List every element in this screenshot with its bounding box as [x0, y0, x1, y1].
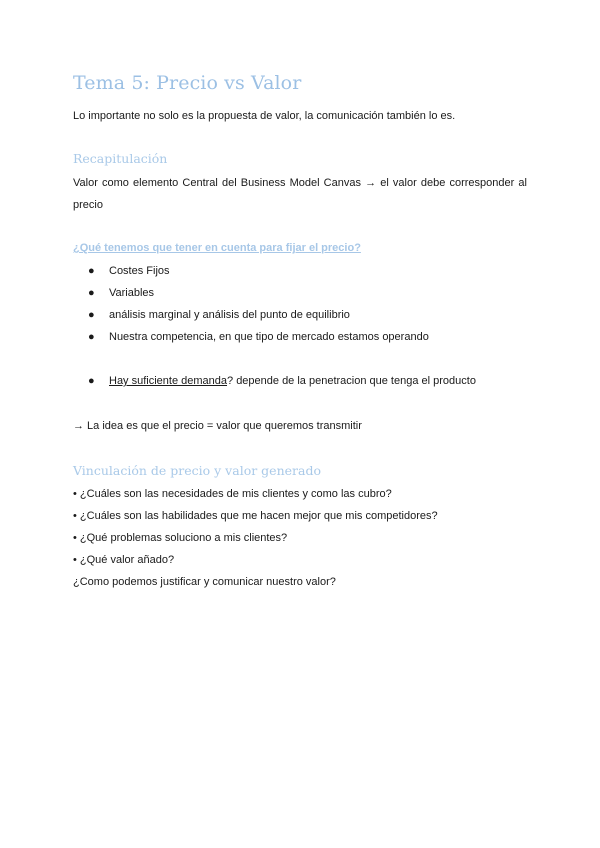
demand-text: ? depende de la penetracion que tenga el producto — [227, 375, 476, 387]
bullet-icon: ● — [88, 287, 95, 299]
list-item: • ¿Cuáles son las necesidades de mis clientes y como las cubro? — [73, 488, 392, 500]
list-item: ¿Como podemos justificar y comunicar nuestro valor? — [73, 576, 336, 588]
intro-paragraph: Lo importante no solo es la propuesta de valor, la comunicación también lo es. — [73, 110, 456, 122]
price-factors-list — [88, 260, 429, 348]
list-item-label: Variables — [109, 287, 155, 299]
idea-paragraph: → La idea es que el precio = valor que queremos transmitir — [73, 420, 362, 432]
list-item: • ¿Cuáles son las habilidades que me hacen mejor que mis competidores? — [73, 510, 438, 522]
list-item — [88, 282, 429, 304]
list-item-label: análisis marginal y análisis del punto de equilibrio — [109, 309, 350, 321]
recap-paragraph: Valor como elemento Central del Business Model Canvas → el valor debe corresponder al precio — [73, 177, 527, 211]
price-question-heading[interactable]: ¿Qué tenemos que tener en cuenta para fijar el precio? — [73, 242, 361, 254]
recap-heading: Recapitulación — [73, 151, 168, 166]
demand-link[interactable]: Hay suficiente demanda — [109, 375, 228, 387]
list-item — [88, 326, 429, 348]
list-item-label: Nuestra competencia, en que tipo de mercado estamos operando — [109, 331, 429, 343]
vinculation-heading: Vinculación de precio y valor generado — [73, 463, 321, 478]
bullet-icon: ● — [88, 265, 95, 277]
demand-list — [88, 370, 476, 392]
bullet-icon: ● — [88, 309, 95, 321]
list-item: • ¿Qué valor añado? — [73, 554, 175, 566]
list-item — [88, 260, 429, 282]
list-item: • ¿Qué problemas soluciono a mis clientes? — [73, 532, 288, 544]
bullet-icon: ● — [88, 375, 95, 387]
bullet-icon: ● — [88, 331, 95, 343]
vinculation-questions-list — [73, 483, 438, 593]
page-title: Tema 5: Precio vs Valor — [73, 72, 302, 94]
list-item-label: Costes Fijos — [109, 265, 170, 277]
list-item — [88, 304, 429, 326]
list-item — [88, 370, 476, 392]
